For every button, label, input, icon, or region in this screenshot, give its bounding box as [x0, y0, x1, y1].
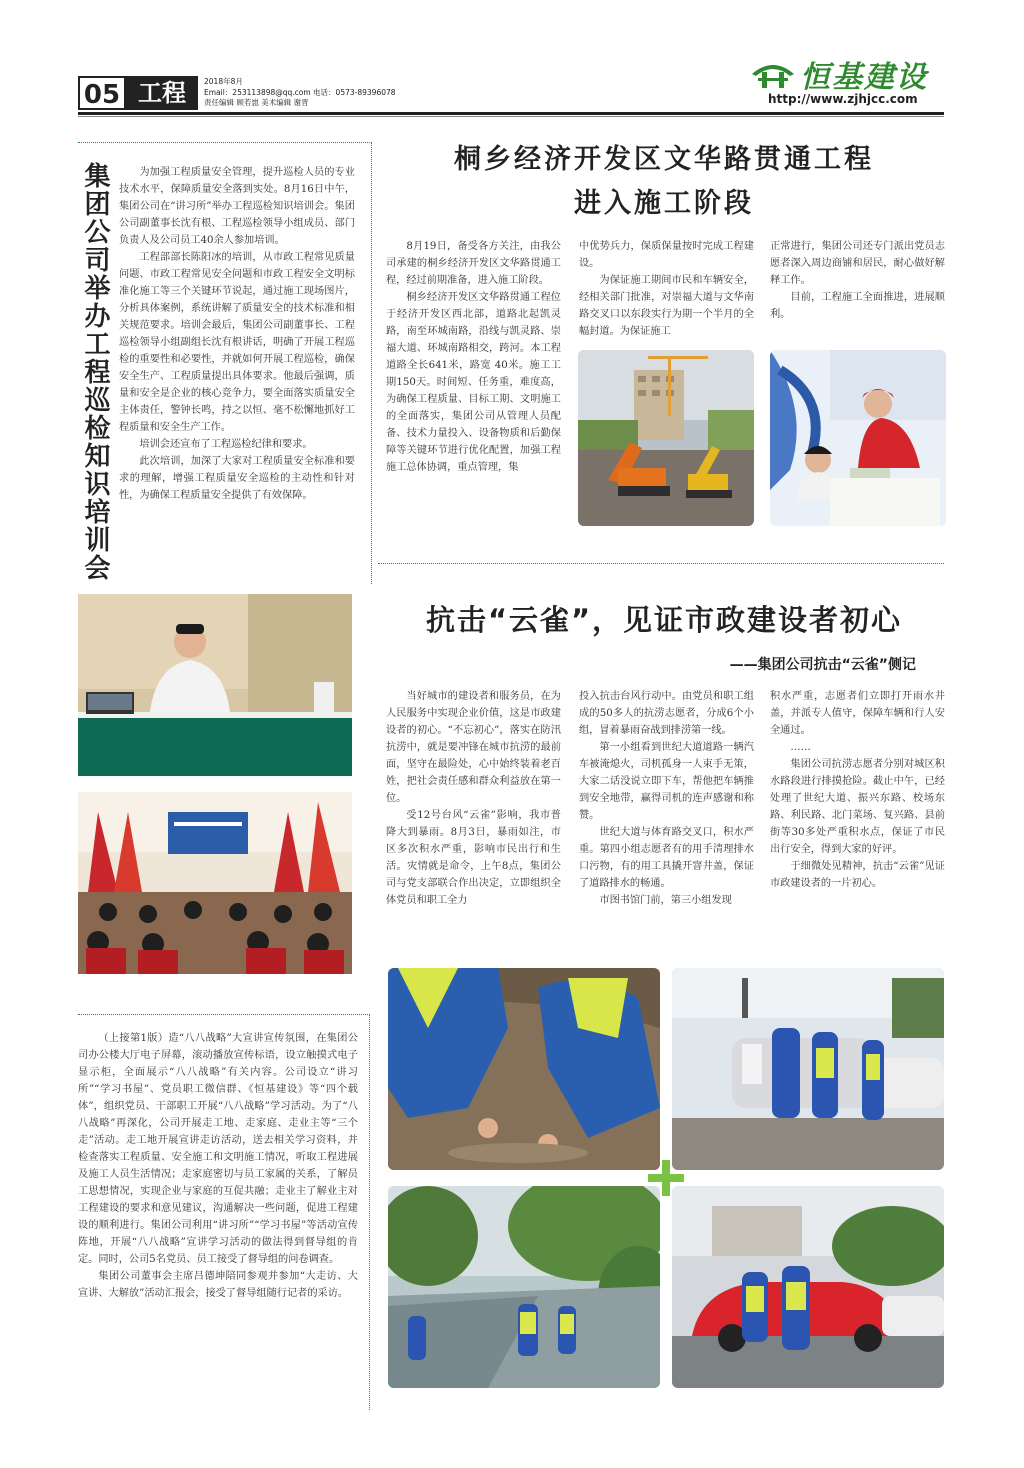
paragraph: 第一小组看到世纪大道道路一辆汽车被淹熄火，司机孤身一人束手无策，大家二话没说立即下车，帮他把车辆推到安全地带，赢得司机的连声感谢和称赞。: [579, 742, 754, 821]
paragraph: 受12号台风“云雀”影响，我市普降大到暴雨。8月3日，暴雨如注，市区多次积水严重，影响市民出行和生活。灾情就是命令，上午8点，集团公司与党支部联合作出决定，立即组织全体党员和职工全力: [386, 810, 561, 906]
paragraph: 世纪大道与体育路交叉口，积水严重。第四小组志愿者有的用手清理排水口污物，有的用工具撬开窨井盖，保证了道路排水的畅通。: [579, 827, 754, 889]
paragraph: 积水严重，志愿者们立即打开雨水井盖，并派专人值守，保障车辆和行人安全通过。: [770, 691, 945, 736]
paragraph: 当好城市的建设者和服务员，在为人民服务中实现企业价值，这是市政建设者的初心。“不忘初心”，落实在防汛抗涝中，就是要冲锋在城市抗涝的最前面，坚守在最险处，心中始终装着老百姓，把社会责任感和群众利益放在第一位。: [386, 691, 561, 804]
paragraph: 集团公司董事会主席吕德坤陪同参观并参加“大走访、大宣讲、大解放”活动汇报会，接受了督导组随行记者的采访。: [78, 1271, 358, 1299]
paragraph: 正常进行，集团公司还专门派出党员志愿者深入周边商铺和居民，耐心做好解释工作。: [770, 241, 945, 286]
paragraph: ……: [790, 742, 811, 753]
page-number: 05: [78, 76, 126, 110]
article1-column-3: [770, 238, 945, 323]
paragraph: （上接第1版）造“八八战略”大宣讲宣传氛围，在集团公司办公楼大厅电子屏幕，滚动播放宣传标语，设立触摸式电子显示柜，全面展示“八八战略”有关内容。公司设立“讲习所”“学习书屋”、党员职工微信群、《恒基建设》等“四个载体”，组织党员、干部职工开展“八八战略”学习活动。为了“八八战略”再深化，公司开展走工地、走家庭、走业主等“三个走”活动。走工地开展宣讲走访活动，送去相关学习资料，并检查落实工程质量、安全施工和文明施工情况，听取工程进展及施工人员生活情况；走家庭密切与员工家属的关系，了解员工思想情况，实现企业与家庭的互促共融；走业主了解业主对工程建设的要求和意见建议，沟通解决一些问题，促进工程建设的顺利进行。集团公司利用“讲习所”“学习书屋”等活动宣传阵地，开展“八八战略”宣讲学习活动的做法得到督导组的肯定。同时，公司5名党员、员工接受了督导组的问卷调查。: [78, 1033, 358, 1265]
paragraph: 集团公司抗涝志愿者分别对城区积水路段进行排摸抢险。截止中午，已经处理了世纪大道、振兴东路、校场东路、利民路、北门菜场、复兴路、县前街等30多处严重积水点，保证了市民出行安全，得到大家的好评。: [770, 759, 945, 855]
paragraph: 8月19日，备受各方关注，由我公司承建的桐乡经济开发区文华路贯通工程，经过前期准备，进入施工阶段。: [386, 241, 561, 286]
construction-excavator-photo: [578, 350, 754, 526]
article1-title-line2: 进入施工阶段: [574, 188, 754, 219]
left-article-body: [119, 164, 355, 504]
push-car-photo: [672, 968, 944, 1170]
logo-icon: [750, 54, 796, 90]
article1-title: [386, 138, 942, 226]
decorative-plus-icon-vertical: [662, 1160, 670, 1196]
paragraph: 培训会还宣布了工程巡检纪律和要求。: [139, 439, 313, 450]
article2-column-2: [579, 688, 754, 909]
article1-title-line1: 桐乡经济开发区文华路贯通工程: [454, 144, 874, 175]
website-url[interactable]: http://www.zjhjcc.com: [768, 92, 918, 106]
paragraph: 投入抗击台风行动中。由党员和职工组成的50多人的抗涝志愿者，分成6个小组，冒着暴雨奋战到排涝第一线。: [579, 691, 754, 736]
continued-article-body: [78, 1030, 358, 1302]
issue-date: 2018年8月: [204, 77, 243, 86]
masthead-meta: [204, 77, 444, 109]
training-speaker-photo: [78, 594, 352, 776]
street-flood-photo: [388, 1186, 660, 1388]
editor-credits: 责任编辑 顾若崽 美术编辑 谢晋: [204, 98, 309, 107]
paragraph: 工程部部长陈阳冰的培训，从市政工程常见质量问题、市政工程常见安全问题和市政工程安全文明标准化施工等三个关键环节说起，通过施工现场图片，分析具体案例，系统讲解了质量安全的技术标准和相关规范要求。培训会最后，集团公司副董事长、工程巡检领导小组副组长沈有根讲话，明确了开展工程巡检的重要性和必要性，并就如何开展工程巡检，确保安全生产、工程质量提出具体要求。他最后强调，质量和安全是企业的核心竞争力，要全面落实质量安全主体责任，警钟长鸣，持之以恒、毫不松懈地抓好工程质量和安全生产工作。: [119, 252, 355, 433]
header-rule: [78, 112, 944, 115]
paragraph: 市图书馆门前，第三小组发现: [599, 895, 732, 906]
article2-column-1: [386, 688, 561, 909]
article1-column-2: [579, 238, 754, 340]
volunteer-explaining-photo: [770, 350, 946, 526]
header-rule-thin: [78, 116, 944, 117]
flood-drain-cleaning-photo: [388, 968, 660, 1170]
article2-column-3: [770, 688, 945, 892]
left-article-title: 集团公司举办工程巡检知识培训会: [80, 162, 110, 582]
paragraph: 桐乡经济开发区文华路贯通工程位于经济开发区西北部，道路北起凯灵路，南至环城南路，沿线与凯灵路、崇福大道、环城南路相交，跨河。本工程道路全长641米，路宽 40米。施工工期150天。时间短、任务重，难度高，为确保工程质量、目标工期、文明施工的全面落实，集团公司从管理人员配备、技术力量投入、设备物质和后勤保障等关键环节进行优化配置，加强工程施工总体协调，重点管理，集: [386, 292, 561, 473]
paragraph: 为加强工程质量安全管理，提升巡检人员的专业技术水平，保障质量安全落到实处。8月16日中午，集团公司在“讲习所”举办工程巡检知识培训会。集团公司副董事长沈有根、工程巡检领导小组成员、部门负责人及公司员工40余人参加培训。: [119, 167, 355, 246]
paragraph: 于细微处见精神，抗击“云雀”见证市政建设者的一片初心。: [770, 861, 945, 889]
article2-title: 抗击“云雀”，见证市政建设者初心: [425, 603, 903, 637]
contact-info: Email：253113898@qq.com 电话：0573-89396078: [204, 87, 396, 97]
paragraph: 目前，工程施工全面推进，进展顺利。: [770, 292, 945, 320]
article2-subtitle: ——集团公司抗击“云雀”侧记: [729, 657, 916, 673]
training-hall-photo: [78, 792, 352, 974]
logo-wordmark: 恒基建设: [800, 60, 928, 95]
red-car-flood-photo: [672, 1186, 944, 1388]
article-divider: [378, 563, 944, 564]
section-label: 工程: [126, 76, 198, 110]
paragraph: 为保证施工期间市民和车辆安全，经相关部门批准，对崇福大道与文华南路交叉口以东段实行为期一个半月的全幅封道。为保证施工: [579, 275, 754, 337]
paragraph: 此次培训，加深了大家对工程质量安全标准和要求的理解，增强工程质量安全巡检的主动性和针对性，为确保工程质量安全提供了有效保障。: [119, 456, 355, 501]
article1-column-1: [386, 238, 561, 476]
paragraph: 中优势兵力，保质保量按时完成工程建设。: [579, 241, 754, 269]
